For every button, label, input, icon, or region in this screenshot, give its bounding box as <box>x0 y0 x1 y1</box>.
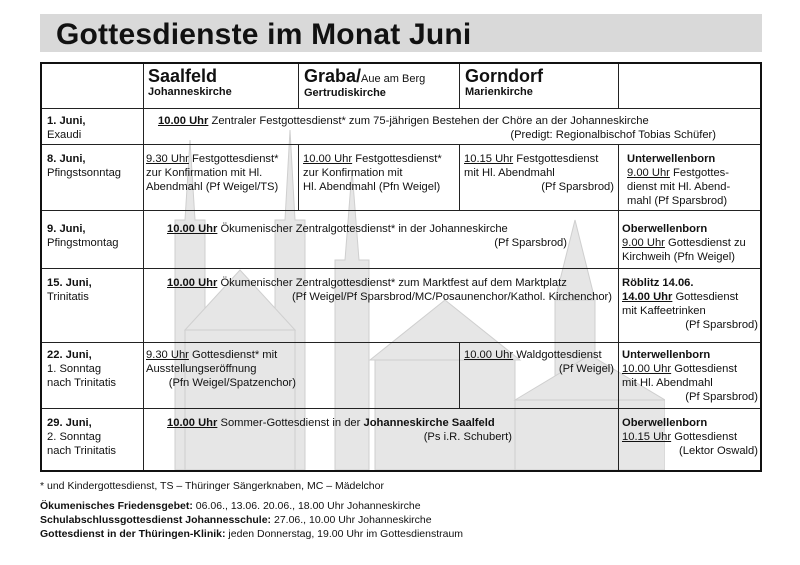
page-title: Gottesdienste im Monat Juni <box>56 18 472 51</box>
footnote: * und Kindergottesdienst, TS – Thüringer Sängerknaben, MC – Mädelchor <box>40 480 384 492</box>
service-main: 10.00 Uhr Sommer-Gottesdienst in der Johanneskirche Saalfeld (Ps i.R. Schubert) <box>167 417 512 443</box>
row-date: 22. Juni, 1. Sonntag nach Trinitatis <box>47 349 117 389</box>
column-header-gorndorf: Gorndorf Marienkirche <box>465 66 543 98</box>
service-saalfeld: 9.30 Uhr Gottesdienst* mit Ausstellungseröffnung (Pfn Weigel/Spatzenchor) <box>146 349 296 389</box>
column-header-graba: Graba/Aue am Berg Gertrudiskirche <box>304 66 426 99</box>
note-schulabschluss: Schulabschlussgottesdienst Johannesschule: 27.06., 10.00 Uhr Johanneskirche <box>40 514 432 526</box>
row-date: 9. Juni, Pfingstmontag <box>47 223 119 249</box>
service-extra: Unterwellenborn 10.00 Uhr Gottesdienst mit Hl. Abendmahl (Pf Sparsbrod) <box>622 349 758 403</box>
row-date: 8. Juni, Pfingstsonntag <box>47 153 122 179</box>
column-header-saalfeld: Saalfeld Johanneskirche <box>148 66 232 98</box>
title-bar <box>40 14 762 52</box>
service-main: 10.00 Uhr Ökumenischer Zentralgottesdienst* zum Marktfest auf dem Marktplatz (Pf Weigel/Pf Sparsbrod/MC/Posaunenchor/Kathol. Kirchenchor) <box>167 277 612 303</box>
schedule-table <box>40 62 762 472</box>
service-saalfeld: 9.30 Uhr Festgottesdienst* zur Konfirmation mit Hl. Abendmahl (Pf Weigel/TS) <box>146 153 279 193</box>
service-extra: Röblitz 14.06. 14.00 Uhr Gottesdienst mit Kaffeetrinken (Pf Sparsbrod) <box>622 277 758 331</box>
row-date: 29. Juni, 2. Sonntag nach Trinitatis <box>47 417 117 457</box>
service-graba: 10.00 Uhr Festgottesdienst* zur Konfirmation mit Hl. Abendmahl (Pfn Weigel) <box>303 153 442 193</box>
service-extra: Oberwellenborn 10.15 Uhr Gottesdienst (Lektor Oswald) <box>622 417 758 457</box>
service-gorndorf: 10.00 Uhr Waldgottesdienst (Pf Weigel) <box>464 349 614 375</box>
note-klinik: Gottesdienst in der Thüringen-Klinik: jeden Donnerstag, 19.00 Uhr im Gottesdienstraum <box>40 528 464 540</box>
service-extra: Unterwellenborn 9.00 Uhr Festgottes- dienst mit Hl. Abend- mahl (Pf Sparsbrod) <box>627 153 731 207</box>
service-main: 10.00 Uhr Zentraler Festgottesdienst* zum 75-jährigen Bestehen der Chöre an der Johanneskirche (Predigt: Regionalbischof Tobias Schüfer) <box>158 115 716 141</box>
row-date: 15. Juni, Trinitatis <box>47 277 92 303</box>
service-gorndorf: 10.15 Uhr Festgottesdienst mit Hl. Abendmahl (Pf Sparsbrod) <box>464 153 614 193</box>
service-main: 10.00 Uhr Ökumenischer Zentralgottesdienst* in der Johanneskirche (Pf Sparsbrod) <box>167 223 567 249</box>
service-extra: Oberwellenborn 9.00 Uhr Gottesdienst zu Kirchweih (Pfn Weigel) <box>622 223 746 263</box>
note-friedensgebet: Ökumenisches Friedensgebet: 06.06., 13.06. 20.06., 18.00 Uhr Johanneskirche <box>40 500 421 512</box>
row-date: 1. Juni, Exaudi <box>47 115 86 141</box>
